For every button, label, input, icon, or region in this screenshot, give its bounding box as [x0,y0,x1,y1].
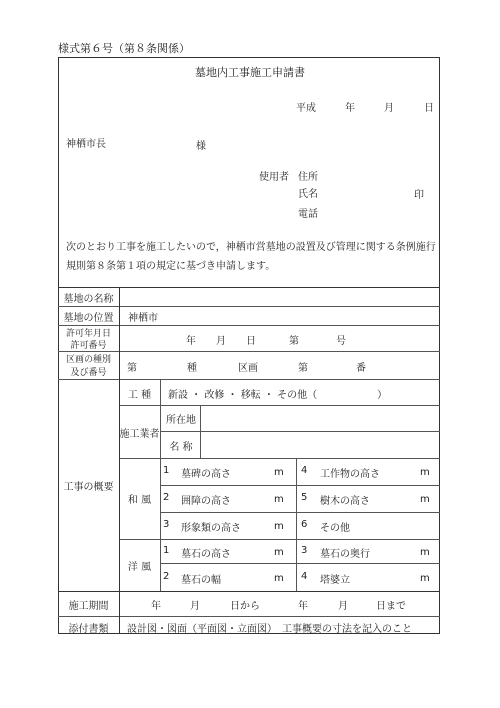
sub-label-column-divider [160,379,161,591]
section-number-label: 及び番号 [70,368,107,378]
section-type-label: 区画の種別 [65,355,111,365]
permit-month: 月 [216,336,226,347]
row-divider [119,405,440,406]
permit-number-prefix: 第 [289,336,299,347]
cemetery-location-value: 神栖市 [128,313,158,324]
section-type-prefix: 第 [127,363,137,374]
unit-label: m [274,573,284,584]
permit-number-label: 許可番号 [70,341,107,351]
contractor-label: 施工業者 [119,429,160,440]
applicant-address-label: 住所 [298,172,318,183]
date-year: 年 [345,103,355,114]
row-divider [58,616,440,617]
row-divider [119,458,440,459]
period-start-year: 年 [151,601,161,612]
item-label: 墓碑の高さ [181,469,231,480]
unit-label: m [274,521,284,532]
items-column-divider [296,458,297,591]
period-end-day: 日まで [376,601,406,612]
period-start-month: 月 [190,601,200,612]
section-area: 区画 [238,363,258,374]
row-divider [58,379,440,380]
attachments-label: 添付書類 [68,624,109,635]
item-label: 墓石の高さ [181,549,231,560]
item-label: 囲障の高さ [181,496,231,507]
contractor-name-label: 名 称 [169,442,193,453]
item-label: 工作物の高さ [320,469,380,480]
unit-label: m [420,547,430,558]
item-number: 2 [163,571,170,582]
item-label: 樹木の高さ [320,496,370,507]
table-top-border [58,287,440,288]
addressee-name: 神栖市長 [66,139,106,150]
section-number-prefix: 第 [298,363,308,374]
period-end-year: 年 [298,601,308,612]
item-number: 3 [301,545,308,556]
row-divider [160,431,440,432]
item-number: 4 [301,571,308,582]
addressee-honorific: 様 [196,141,206,152]
attachments-value: 設計図・図面（平面図・立面図） 工事概要の寸法を記入のこと [127,624,412,635]
row-divider [160,563,440,564]
unit-label: m [420,494,430,505]
unit-label: m [420,573,430,584]
japanese-style-label: 和 風 [127,495,152,506]
work-outline-label: 工事の概要 [63,482,114,493]
permit-year: 年 [186,336,196,347]
seal-mark: 印 [414,190,424,201]
form-title: 墓地内工事施工申請書 [195,66,305,79]
contractor-address-label: 所在地 [166,415,196,426]
item-number: 1 [163,465,170,476]
section-type-suffix: 種 [187,363,197,374]
item-number: 2 [163,492,170,503]
item-label: その他 [320,523,350,534]
body-text-line-2: 規則第８条第１項の規定に基づき申請します。 [66,261,276,272]
applicant-phone-label: 電話 [298,209,318,220]
item-number: 6 [301,519,308,530]
date-era: 平成 [296,103,316,114]
applicant-name-label: 氏名 [298,189,318,200]
contractor-column-divider [200,405,201,458]
item-number: 5 [301,492,308,503]
permit-day: 日 [246,336,256,347]
date-month: 月 [384,103,394,114]
permit-number-suffix: 号 [336,336,346,347]
unit-label: m [274,467,284,478]
period-end-month: 月 [338,601,348,612]
item-number: 1 [163,545,170,556]
cemetery-name-label: 墓地の名称 [63,294,114,305]
work-kind-options: 新設 ・ 改修 ・ 移転 ・ その他（ ） [168,390,388,401]
applicant-role: 使用者 [259,172,289,183]
label-column-divider [119,287,120,634]
permit-date-label: 許可年月日 [65,329,111,339]
cemetery-location-label: 墓地の位置 [63,313,114,324]
unit-label: m [274,547,284,558]
row-divider [119,539,440,540]
item-number: 4 [301,465,308,476]
row-divider [58,591,440,592]
row-divider [160,485,440,486]
period-start-day: 日から [230,601,260,612]
period-label: 施工期間 [68,601,109,612]
unit-label: m [274,494,284,505]
item-label: 塔婆立 [320,575,350,586]
item-label: 墓石の幅 [181,575,221,586]
item-label: 墓石の奥行 [320,549,370,560]
western-style-label: 洋 風 [127,562,152,573]
unit-label: m [420,467,430,478]
work-kind-label: 工 種 [127,390,152,401]
section-number-suffix: 番 [356,363,366,374]
form-number-label: 様式第６号（第８条関係） [58,42,190,55]
row-divider [58,306,440,307]
date-day: 日 [424,103,434,114]
item-number: 3 [163,519,170,530]
body-text-line-1: 次のとおり工事を施工したいので，神栖市営墓地の設置及び管理に関する条例施行 [66,242,436,253]
item-label: 形象類の高さ [181,523,241,534]
row-divider [160,512,440,513]
